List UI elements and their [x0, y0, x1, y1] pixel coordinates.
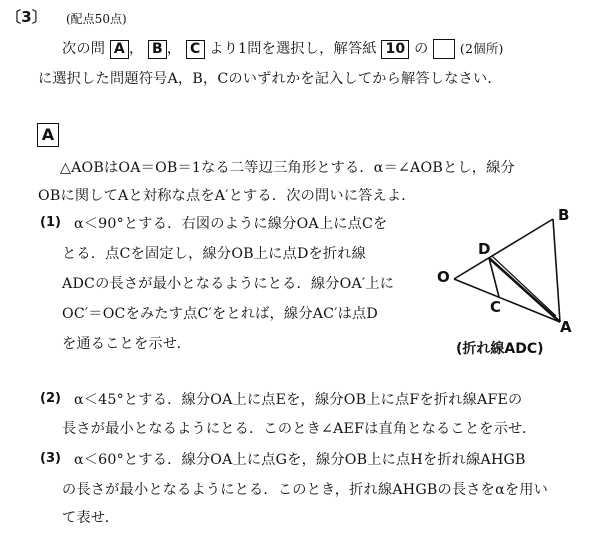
stem-line-1: △AOBはOA＝OB＝1なる二等辺三角形とする．α＝∠AOBとし，線分 [60, 160, 515, 176]
section-a-label: A [37, 123, 59, 147]
q2-line-1: α＜45°とする．線分OA上に点Eを，線分OB上に点Fを折れ線AFEの [74, 392, 523, 408]
figure-caption: (折れ線ADC) [456, 341, 544, 357]
point-label-d: D [478, 240, 491, 258]
q2-number: (2) [40, 391, 61, 406]
point-label-o: O [437, 268, 450, 286]
choice-b-box: B [148, 40, 167, 59]
segment-oa [454, 279, 560, 322]
q2-line-2: 長さが最小となるようにとる．このとき∠AEFは直角となることを示せ． [62, 421, 537, 437]
segment-ba [553, 219, 560, 322]
intro-of: の [414, 41, 429, 57]
q1-line-4: OC′＝OCをみたす点C′をとれば，線分AC′は点D [62, 306, 378, 322]
q3-line-3: て表せ． [62, 510, 120, 526]
sheet-number-box: 10 [381, 40, 409, 59]
q1-line-1: α＜90°とする．右図のように線分OA上に点Cを [74, 216, 388, 232]
stem-line-2: OBに関してAと対称な点をA′とする．次の問いに答えよ． [38, 188, 416, 204]
intro-prefix: 次の問 [62, 41, 106, 57]
point-label-c: C [490, 298, 502, 316]
problem-number: 〔3〕 [6, 8, 48, 26]
q3-line-1: α＜60°とする．線分OA上に点Gを，線分OB上に点Hを折れ線AHGB [74, 452, 526, 468]
intro-mid: より1問を選択し，解答紙 [209, 41, 377, 57]
q1-line-3: ADCの長さが最小となるようにとる．線分OA′上に [62, 276, 395, 292]
comma: ， [128, 41, 144, 57]
q1-number: (1) [40, 215, 61, 230]
q3-line-2: の長さが最小となるようにとる．このとき，折れ線AHGBの長さをαを用い [62, 482, 549, 498]
point-label-a: A [560, 318, 572, 336]
intro-suffix: (2個所) [459, 41, 504, 56]
points-note: (配点50点) [66, 12, 127, 26]
comma: ， [166, 41, 182, 57]
q1-line-2: とる．点Cを固定し，線分OB上に点Dを折れ線 [62, 246, 367, 262]
q1-line-5: を通ることを示せ． [62, 336, 192, 352]
choice-c-box: C [186, 40, 204, 59]
point-label-b: B [558, 206, 570, 224]
q3-number: (3) [40, 451, 61, 466]
choice-a-box: A [110, 40, 129, 59]
intro-line-2: に選択した問題符号A，B，Cのいずれかを記入してから解答しなさい． [38, 71, 502, 87]
